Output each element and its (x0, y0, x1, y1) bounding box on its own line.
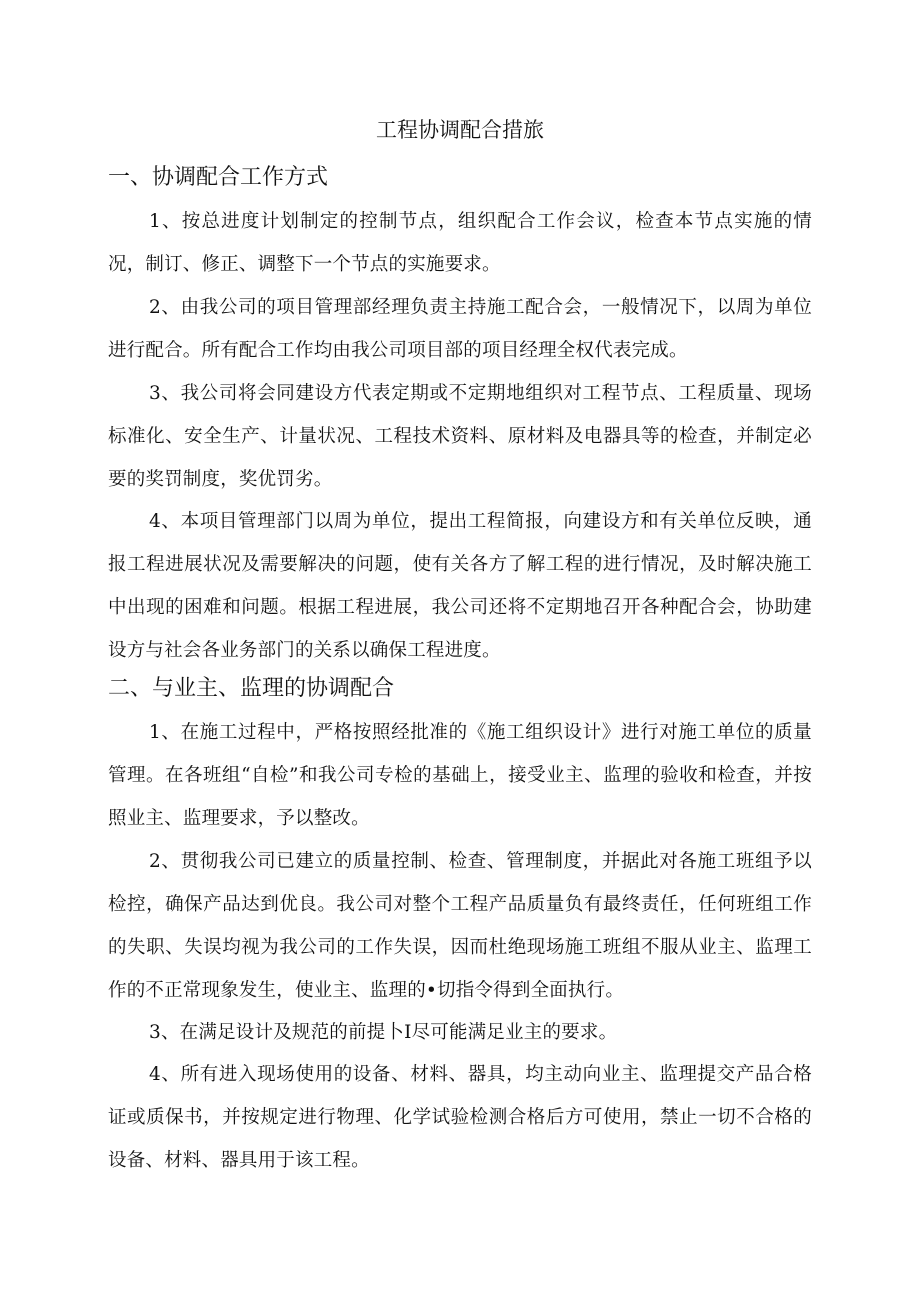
section-1-paragraph-1: 1、按总进度计划制定的控制节点，组织配合工作会议，检查本节点实施的情况，制订、修正、调整下一个节点的实施要求。 (108, 211, 812, 275)
section-2-paragraph-2: 2、贯彻我公司已建立的质量控制、检查、管理制度，并据此对各施工班组予以检控，确保产品达到优良。我公司对整个工程产品质量负有最终责任，任何班组工作的失职、失误均视为我公司的工作失误，因而杜绝现场施工班组不服从业主、监理工作的不正常现象发生，使业主、监理的•切指令得到全面执行。 (108, 851, 812, 1001)
section-1-paragraph-2: 2、由我公司的项目管理部经理负责主持施工配合会，一般情况下，以周为单位进行配合。所有配合工作均由我公司项目部的项目经理全权代表完成。 (108, 297, 812, 361)
section-1-paragraph-3: 3、我公司将会同建设方代表定期或不定期地组织对工程节点、工程质量、现场标准化、安全生产、计量状况、工程技术资料、原材料及电器具等的检查，并制定必要的奖罚制度，奖优罚劣。 (108, 383, 812, 490)
section-2-paragraph-4: 4、所有进入现场使用的设备、材料、器具，均主动向业主、监理提交产品合格证或质保书，并按规定进行物理、化学试验检测合格后方可使用，禁止一切不合格的设备、材料、器具用于该工程。 (108, 1064, 812, 1171)
section-1-paragraph-4: 4、本项目管理部门以周为单位，提出工程简报，向建设方和有关单位反映，通报工程进展状况及需要解决的问题，使有关各方了解工程的进行情况，及时解决施工中出现的困难和问题。根据工程进展，我公司还将不定期地召开各种配合会，协助建设方与社会各业务部门的关系以确保工程进度。 (108, 511, 812, 661)
section-2-paragraph-3: 3、在满足设计及规范的前提卜I尽可能满足业主的要求。 (149, 1022, 618, 1043)
section-heading-1: 一、协调配合工作方式 (108, 165, 329, 190)
document-title: 工程协调配合措旅 (376, 118, 544, 142)
section-heading-2: 二、与业主、监理的协调配合 (108, 676, 395, 701)
section-2-paragraph-1: 1、在施工过程中，严格按照经批准的《施工组织设计》进行对施工单位的质量管理。在各班组“自检”和我公司专检的基础上，接受业主、监理的验收和检查，并按照业主、监理要求，予以整改。 (108, 722, 812, 829)
